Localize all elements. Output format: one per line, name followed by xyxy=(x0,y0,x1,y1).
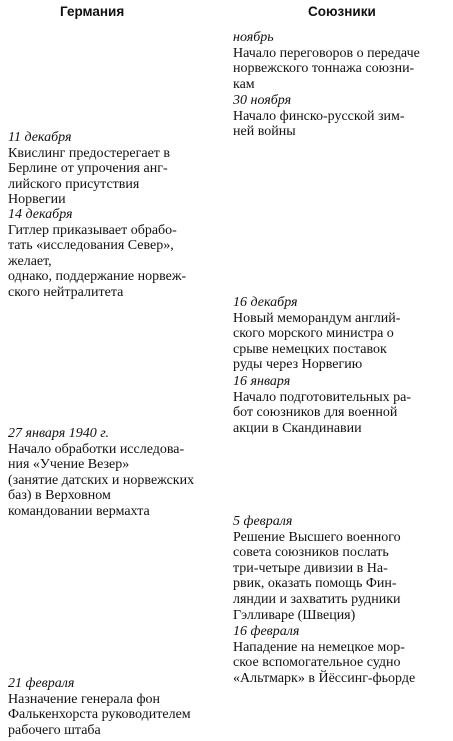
germany-entry-21-february xyxy=(8,676,248,738)
entry-text: Нападение на немецкое мор- ское вспомогательное судно «Альтмарк» в Йёссинг-фьорде xyxy=(233,639,416,686)
entry-text: Новый меморандум англий- ского морского министра о срыве немецких поставок руды через Норвегию xyxy=(233,310,401,373)
entry-text: Начало обработки исследова- ния «Учение Везер» (занятие датских и норвежских баз) в Верховном командовании вермахта xyxy=(8,441,195,519)
entry-date: 5 февраля xyxy=(233,514,293,529)
entry-date: 21 февраля xyxy=(8,676,75,691)
germany-entry-14-december xyxy=(8,207,248,301)
allies-entry-november xyxy=(233,30,451,92)
column-header-germany: Германия xyxy=(60,4,125,19)
allies-entry-16-december xyxy=(233,295,451,373)
entry-date: ноябрь xyxy=(233,30,274,45)
allies-entry-5-february xyxy=(233,514,451,623)
entry-text: Начало переговоров о передаче норвежского тоннажа союзни- кам xyxy=(233,45,420,92)
allies-entry-16-january xyxy=(233,374,451,436)
entry-text: Квислинг предостерегает в Берлине от упрочения анг- лийского присутствия Норвегии xyxy=(8,145,171,208)
column-header-allies: Союзники xyxy=(308,4,376,19)
entry-date: 30 ноября xyxy=(233,93,292,108)
entry-text: Назначение генерала фон Фалькенхорста руководителем рабочего штаба xyxy=(8,691,191,738)
entry-date: 16 февраля xyxy=(233,624,300,639)
entry-date: 11 декабря xyxy=(8,130,72,145)
entry-date: 14 декабря xyxy=(8,207,73,222)
entry-text: Начало подготовительных ра- бот союзников для военной акции в Скандинавии xyxy=(233,389,412,436)
germany-entry-27-january xyxy=(8,426,248,520)
entry-text: Решение Высшего военного совета союзников послать три-четыре дивизии в На- рвик, оказать помощь Фин- ляндии и захватить рудники Гэлливаре (Швеция) xyxy=(233,529,401,623)
entry-date: 16 января xyxy=(233,374,291,389)
germany-entry-11-december xyxy=(8,130,248,208)
entry-date: 27 января 1940 г. xyxy=(8,426,110,441)
entry-text: Гитлер приказывает обрабо- тать «исследования Север», желает, однако, поддержание норвеж- ского нейтралитета xyxy=(8,222,187,300)
entry-text: Начало финско-русской зим- ней войны xyxy=(233,108,405,140)
allies-entry-30-november xyxy=(233,93,451,140)
entry-date: 16 декабря xyxy=(233,295,298,310)
allies-entry-16-february xyxy=(233,624,451,686)
